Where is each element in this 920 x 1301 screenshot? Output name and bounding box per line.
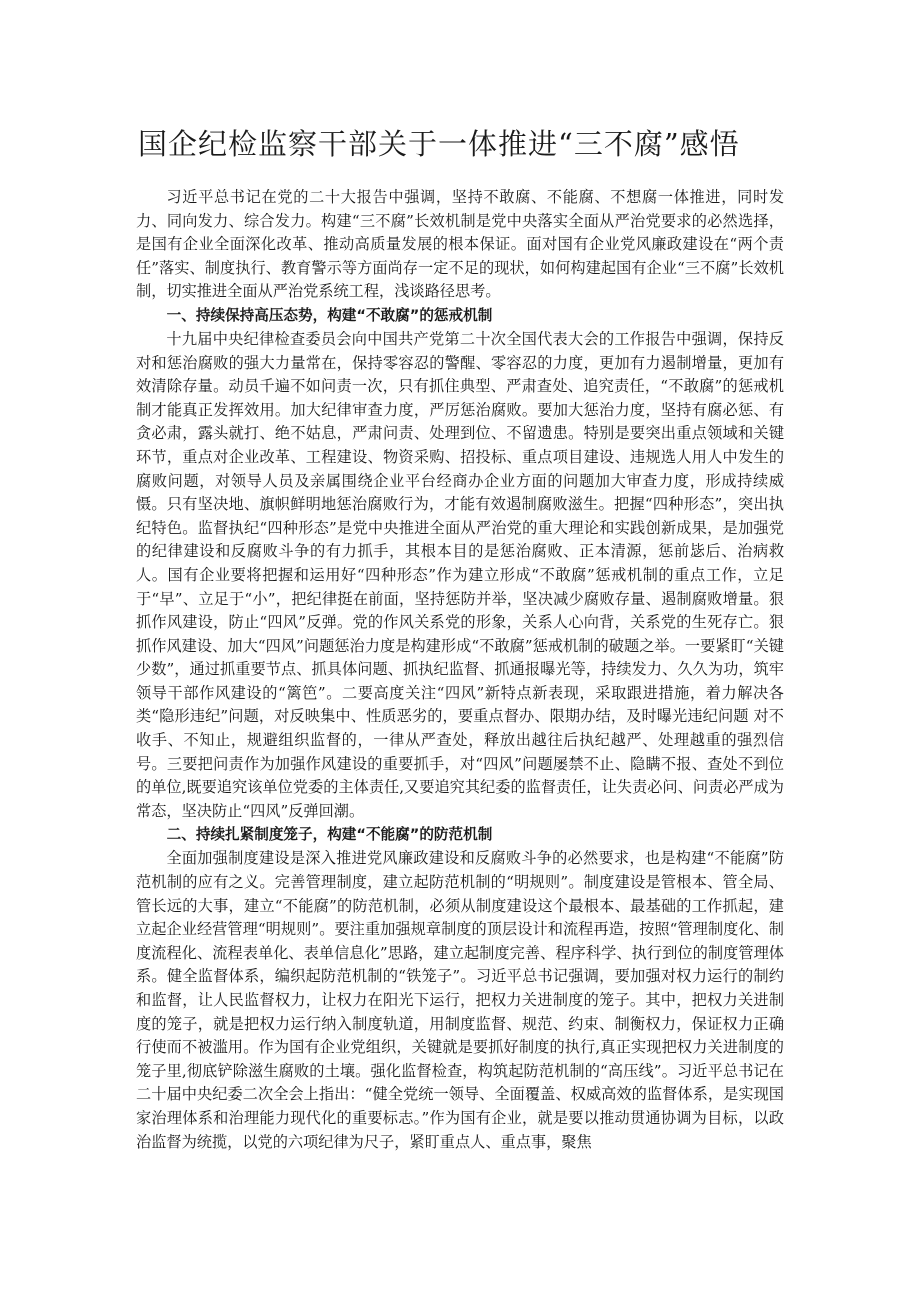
section-1-body: 十九届中央纪律检查委员会向中国共产党第二十次全国代表大会的工作报告中强调，保持反对和惩治腐败的强大力量常在，保持零容忍的警醒、零容忍的力度，更加有力遏制增量，更加有效清除存量。动员千遍不如问责一次，只有抓住典型、严肃查处、追究责任，“不敢腐”的惩戒机制才能真正发挥效用。加大纪律审查力度，严厉惩治腐败。要加大惩治力度，坚持有腐必惩、有贪必肃，露头就打、绝不姑息，严肃问责、处理到位、不留遗患。特别是要突出重点领域和关键环节，重点对企业改革、工程建设、物资采购、招投标、重点项目建设、违规选人用人中发生的腐败问题，对领导人员及亲属围绕企业平台经商办企业方面的问题加大审查力度，形成持续威慑。只有坚决地、旗帜鲜明地惩治腐败行为，才能有效遏制腐败滋生。把握“四种形态”，突出执纪特色。监督执纪“四种形态”是党中央推进全面从严治党的重大理论和实践创新成果，是加强党的纪律建设和反腐败斗争的有力抓手，其根本目的是惩治腐败、正本清源，惩前毖后、治病救人。国有企业要将把握和运用好“四种形态”作为建立形成“不敢腐”惩戒机制的重点工作，立足于“早”、立足于“小”，把纪律挺在前面，坚持惩防并举，坚决减少腐败存量、遏制腐败增量。狠抓作风建设，防止“四风”反弹。党的作风关系党的形象，关系人心向背，关系党的生死存亡。狠抓作风建设、加大“四风”问题惩治力度是构建形成“不敢腐”惩戒机制的破题之举。一要紧盯“关键少数”，通过抓重要节点、抓具体问题、抓执纪监督、抓通报曝光等，持续发力、久久为功，筑牢领导干部作风建设的“篱笆”。二要高度关注“四风”新特点新表现，采取跟进措施，着力解决各类“隐形违纪”问题，对反映集中、性质恶劣的，要重点督办、限期办结，及时曝光违纪问题 对不收手、不知止，规避组织监督的，一律从严查处，释放出越往后执纪越严、处理越重的强烈信号。三要把问责作为加强作风建设的重要抓手，对“四风”问题屡禁不止、隐瞒不报、查处不到位的单位,既要追究该单位党委的主体责任,又要追究其纪委的监督责任，让失责必问、问责必严成为常态，坚决防止“四风”反弹回潮。 bbox=[136, 329, 784, 820]
section-2-body: 全面加强制度建设是深入推进党风廉政建设和反腐败斗争的必然要求，也是构建“不能腐”防范机制的应有之义。完善管理制度，建立起防范机制的“明规则”。制度建设是管根本、管全局、管长远的大事，建立“不能腐”的防范机制，必须从制度建设这个最根本、最基础的工作抓起，建立起企业经营管理“明规则”。要注重加强规章制度的顶层设计和流程再造，按照“管理制度化、制度流程化、流程表单化、表单信息化”思路，建立起制度完善、程序科学、执行到位的制度管理体系。健全监督体系，编织起防范机制的“铁笼子”。习近平总书记强调，要加强对权力运行的制约和监督，让人民监督权力，让权力在阳光下运行，把权力关进制度的笼子。其中，把权力关进制度的笼子，就是把权力运行纳入制度轨道，用制度监督、规范、约束、制衡权力，保证权力正确行使而不被滥用。作为国有企业党组织，关键就是要抓好制度的执行,真正实现把权力关进制度的笼子里,彻底铲除滋生腐败的土壤。强化监督检查，构筑起防范机制的“高压线”。习近平总书记在二十届中央纪委二次全会上指出：“健全党统一领导、全面覆盖、权威高效的监督体系，是实现国家治理体系和治理能力现代化的重要标志。”作为国有企业，就是要以推动贯通协调为目标，以政治监督为统揽，以党的六项纪律为尺子，紧盯重点人、重点事，聚焦 bbox=[136, 849, 784, 1151]
section-1-heading: 一、持续保持高压态势，构建“不敢腐”的惩戒机制 bbox=[166, 306, 493, 324]
intro-paragraph: 习近平总书记在党的二十大报告中强调，坚持不敢腐、不能腐、不想腐一体推进，同时发力、同向发力、综合发力。构建“三不腐”长效机制是党中央落实全面从严治党要求的必然选择，是国有企业全面深化改革、推动高质量发展的根本保证。面对国有企业党风廉政建设在“两个责任”落实、制度执行、教育警示等方面尚存一定不足的现状，如何构建起国有企业“三不腐”长效机制，切实推进全面从严治党系统工程，浅谈路径思考。 bbox=[136, 188, 784, 301]
section-2-heading: 二、持续扎紧制度笼子，构建“不能腐”的防范机制 bbox=[166, 826, 493, 844]
document-page bbox=[136, 124, 784, 1154]
document-title: 国企纪检监察干部关于一体推进“三不腐”感悟 bbox=[138, 127, 740, 161]
